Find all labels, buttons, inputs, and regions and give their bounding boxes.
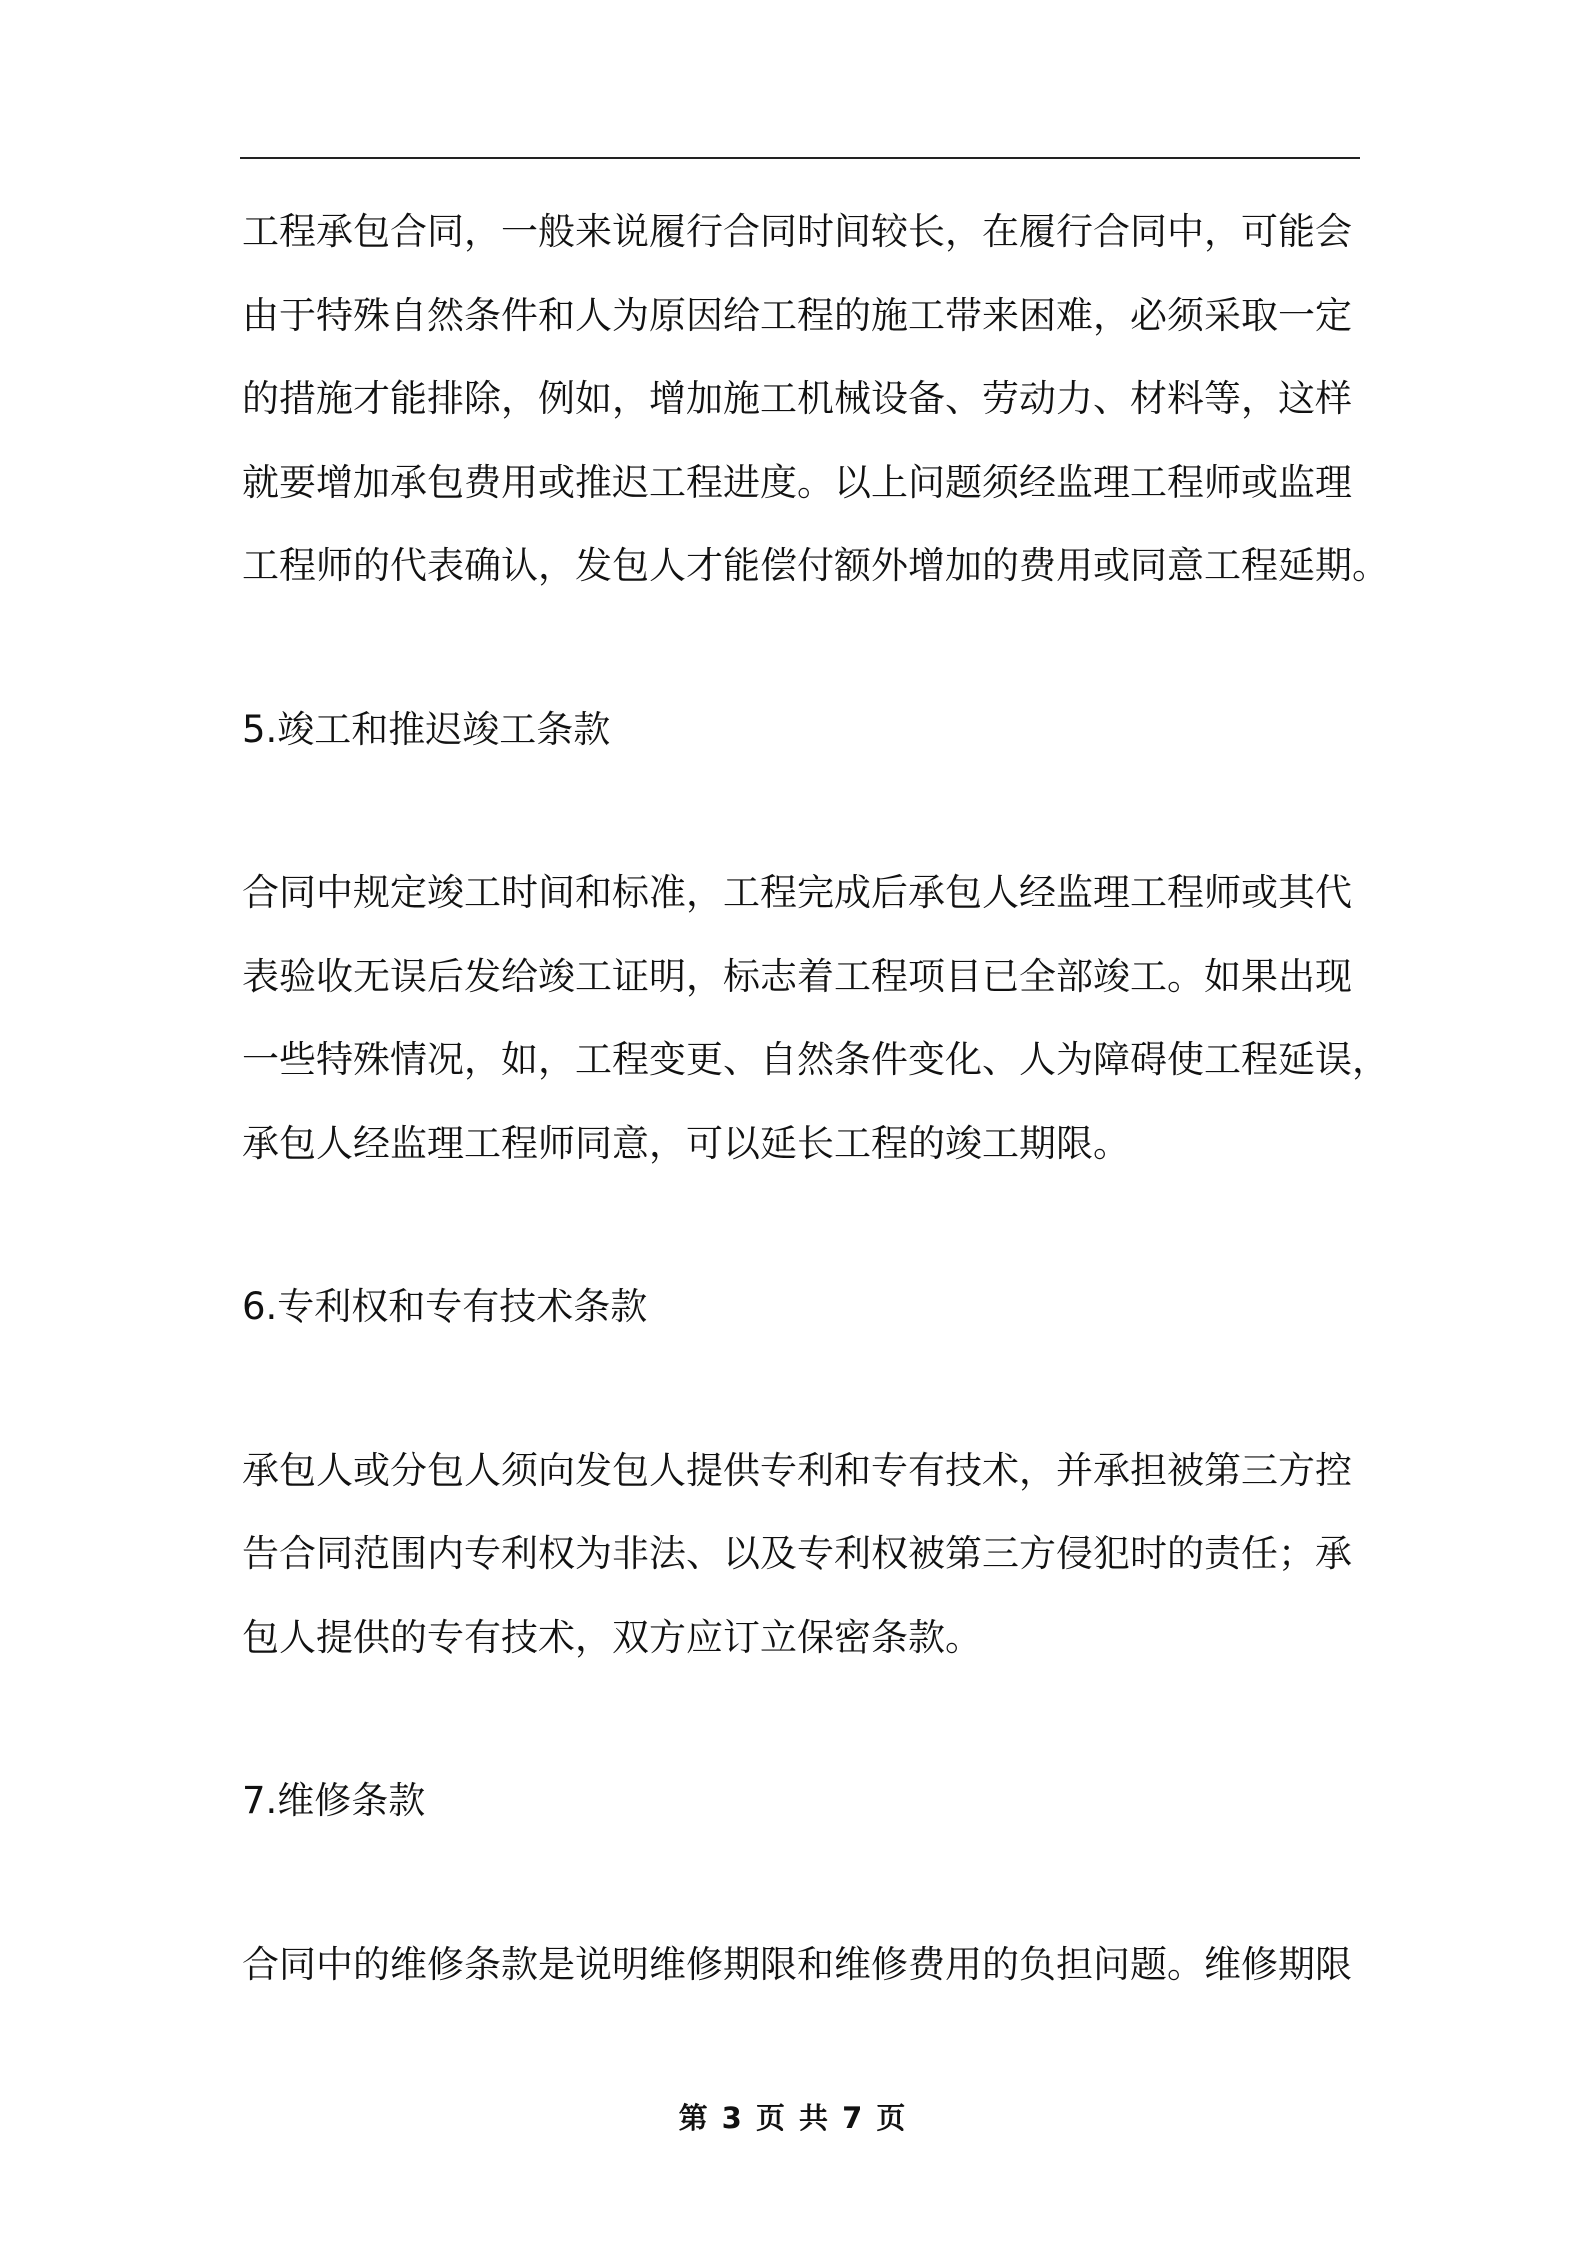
section-heading-patent: 6.专利权和专有技术条款 (242, 1285, 648, 1328)
text-line: 表验收无误后发给竣工证明，标志着工程项目已全部竣工。如果出现 (242, 954, 1352, 998)
text-line: 的措施才能排除，例如，增加施工机械设备、劳动力、材料等，这样 (242, 377, 1352, 420)
text-line: 承包人或分包人须向发包人提供专利和专有技术，并承担被第三方控 (242, 1448, 1352, 1492)
text-line: 由于特殊自然条件和人为原因给工程的施工带来困难，必须采取一定 (242, 293, 1352, 337)
text-line: 合同中规定竣工时间和标准，工程完成后承包人经监理工程师或其代 (242, 871, 1352, 914)
header-rule (240, 157, 1360, 159)
paragraph-completion (242, 851, 1389, 1185)
text-line: 工程承包合同，一般来说履行合同时间较长，在履行合同中，可能会 (242, 210, 1352, 253)
text-line: 合同中的维修条款是说明维修期限和维修费用的负担问题。维修期限 (242, 1942, 1352, 1986)
paragraph-patent (242, 1429, 1362, 1680)
text-line: 告合同范围内专利权为非法、以及专利权被第三方侵犯时的责任；承 (242, 1532, 1352, 1575)
text-line: 工程师的代表确认，发包人才能偿付额外增加的费用或同意工程延期。 (242, 544, 1389, 587)
paragraph-maintenance (242, 1923, 1362, 2007)
text-line: 承包人经监理工程师同意，可以延长工程的竣工期限。 (242, 1121, 1130, 1165)
text-line: 包人提供的专有技术，双方应订立保密条款。 (242, 1615, 982, 1659)
document-body (242, 190, 1389, 2006)
section-heading-maintenance: 7.维修条款 (242, 1779, 426, 1822)
paragraph-change-clause (242, 190, 1389, 608)
section-heading-completion: 5.竣工和推迟竣工条款 (242, 707, 611, 751)
page-number-footer: 第 3 页 共 7 页 (678, 2101, 908, 2135)
text-line: 一些特殊情况，如，工程变更、自然条件变化、人为障碍使工程延误， (242, 1038, 1389, 1081)
text-line: 就要增加承包费用或推迟工程进度。以上问题须经监理工程师或监理 (242, 460, 1352, 504)
